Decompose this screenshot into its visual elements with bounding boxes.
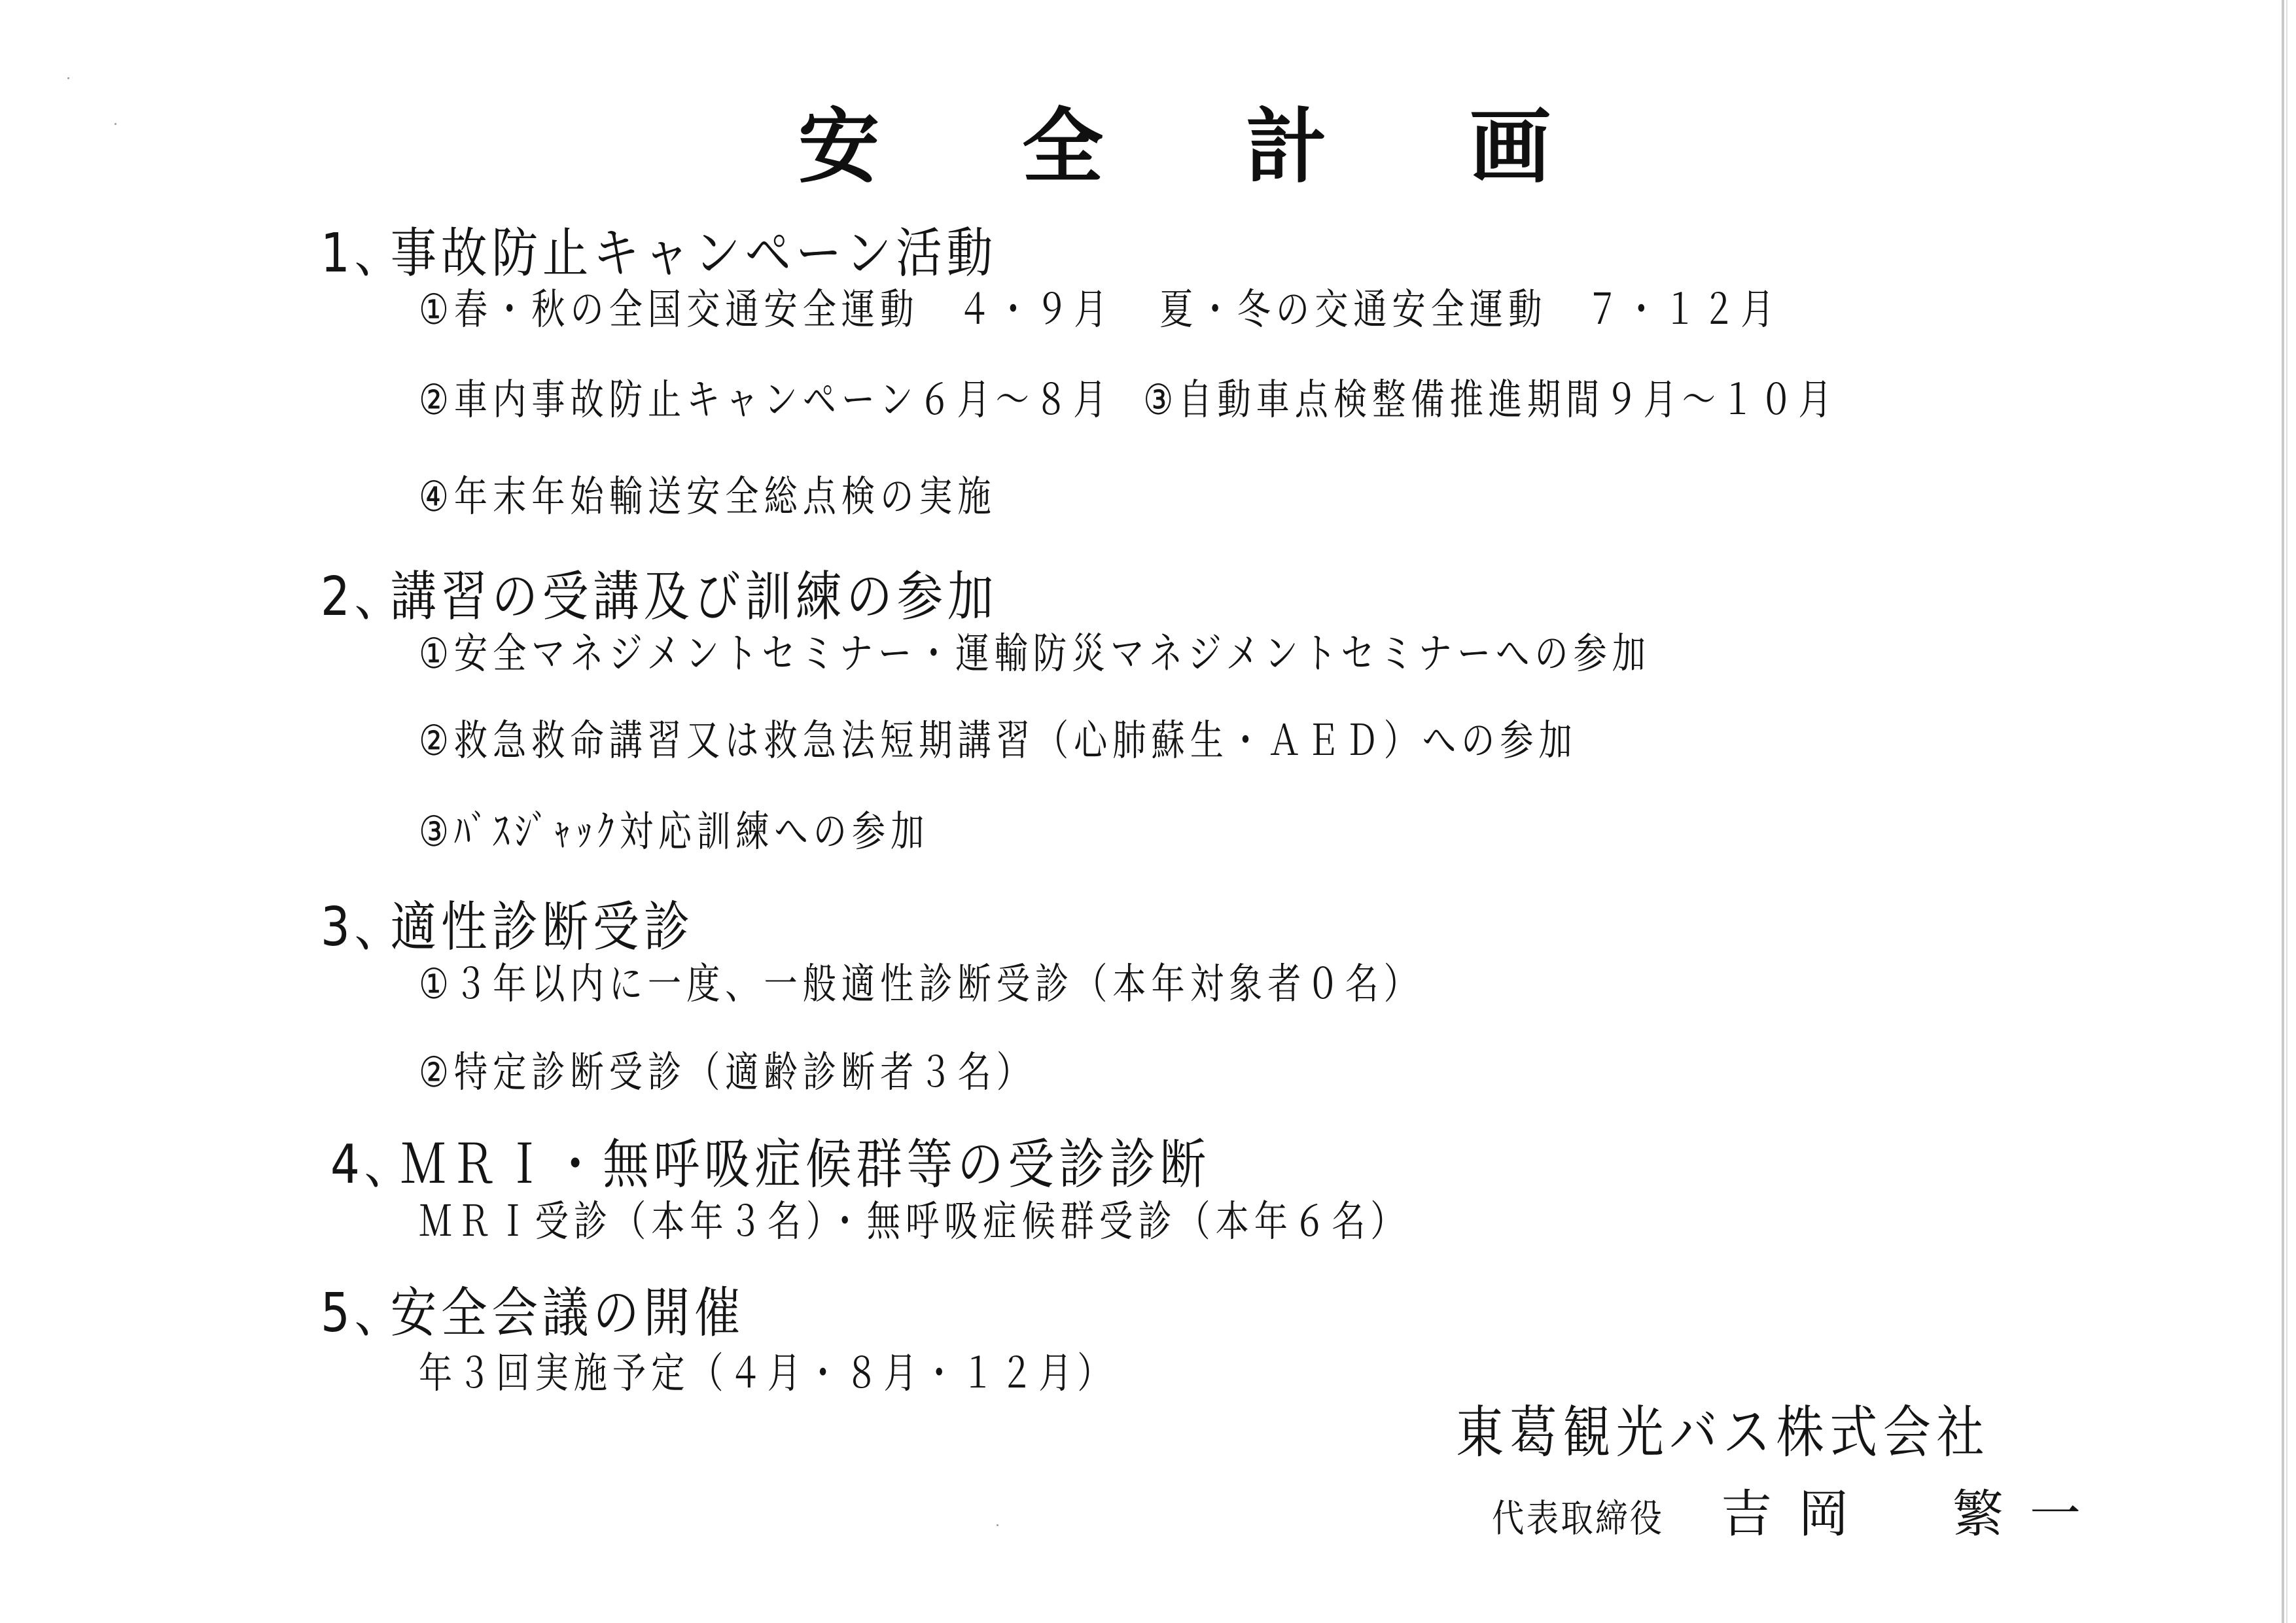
section-4-item-1 (419, 1196, 1409, 1248)
signer-block (1492, 1485, 2107, 1558)
section-1-item-1 (419, 284, 1780, 336)
page-edge-line (2282, 0, 2284, 1623)
item-text: ③ﾊﾞｽｼﾞｬｯｸ対応訓練への参加 (419, 808, 930, 856)
scan-speck (115, 123, 116, 125)
company-name: 東葛観光バス株式会社 (1456, 1400, 1990, 1465)
section-heading (321, 896, 694, 959)
page-title: 安全計画 (798, 100, 1694, 194)
section-1-item-3 (419, 471, 997, 523)
section-title: 事故防止キャンペーン活動 (390, 222, 998, 285)
section-1 (321, 222, 1107, 285)
item-text: ②車内事故防止キャンペーン６月～８月 (419, 376, 1112, 425)
section-3-item-1 (419, 958, 1422, 1011)
section-2-item-1 (419, 628, 1651, 680)
item-text: ＭＲＩ受診（本年３名）・無呼吸症候群受診（本年６名） (419, 1198, 1409, 1246)
item-text: 年３回実施予定（４月・８月・１２月） (419, 1350, 1116, 1398)
section-2 (321, 566, 1108, 629)
scan-speck (67, 77, 69, 79)
section-number: 4、 (330, 1134, 415, 1196)
item-text: ④年末年始輸送安全総点検の実施 (419, 473, 997, 521)
item-text: ①春・秋の全国交通安全運動 ４・９月 (419, 286, 1113, 334)
item-text: ②特定診断受診（適齢診断者３名） (419, 1049, 1035, 1097)
section-4 (330, 1134, 1354, 1196)
item-text: ①安全マネジメントセミナー・運輸防災マネジメントセミナーへの参加 (419, 630, 1651, 678)
section-heading (321, 222, 997, 285)
page-edge-line-inner (2286, 0, 2287, 1623)
section-2-item-2 (419, 715, 1578, 767)
section-heading (330, 1134, 1210, 1196)
section-title: 講習の受講及び訓練の参加 (390, 566, 998, 628)
section-number: 3、 (321, 896, 406, 958)
section-title: ＭＲＩ・無呼吸症候群等の受診診断 (400, 1134, 1211, 1196)
section-number: 5、 (321, 1282, 406, 1344)
signer-role: 代表取締役 (1492, 1496, 1665, 1541)
section-3-item-2 (419, 1047, 1035, 1099)
section-title: 適性診断受診 (390, 896, 695, 958)
section-title: 安全会議の開催 (390, 1282, 745, 1344)
item-text: ②救急救命講習又は救急法短期講習（心肺蘇生・ＡＥＤ）への参加 (419, 717, 1578, 765)
signer-name: 吉岡 繁一 (1721, 1485, 2108, 1544)
scan-speck (997, 1524, 998, 1526)
section-heading (321, 566, 998, 629)
section-5 (321, 1282, 814, 1345)
section-2-item-3 (419, 806, 929, 858)
item-text: 夏・冬の交通安全運動 ７・１２月 (1159, 286, 1780, 334)
item-text: ①３年以内に一度、一般適性診断受診（本年対象者０名） (419, 960, 1422, 1009)
item-text: ③自動車点検整備推進期間９月～１０月 (1143, 376, 1837, 425)
section-1-item-2 (419, 374, 1837, 427)
section-5-item-1 (419, 1348, 1116, 1400)
section-3 (321, 896, 755, 959)
section-heading (321, 1282, 745, 1345)
section-number: 1、 (321, 222, 406, 285)
section-number: 2、 (321, 566, 406, 628)
